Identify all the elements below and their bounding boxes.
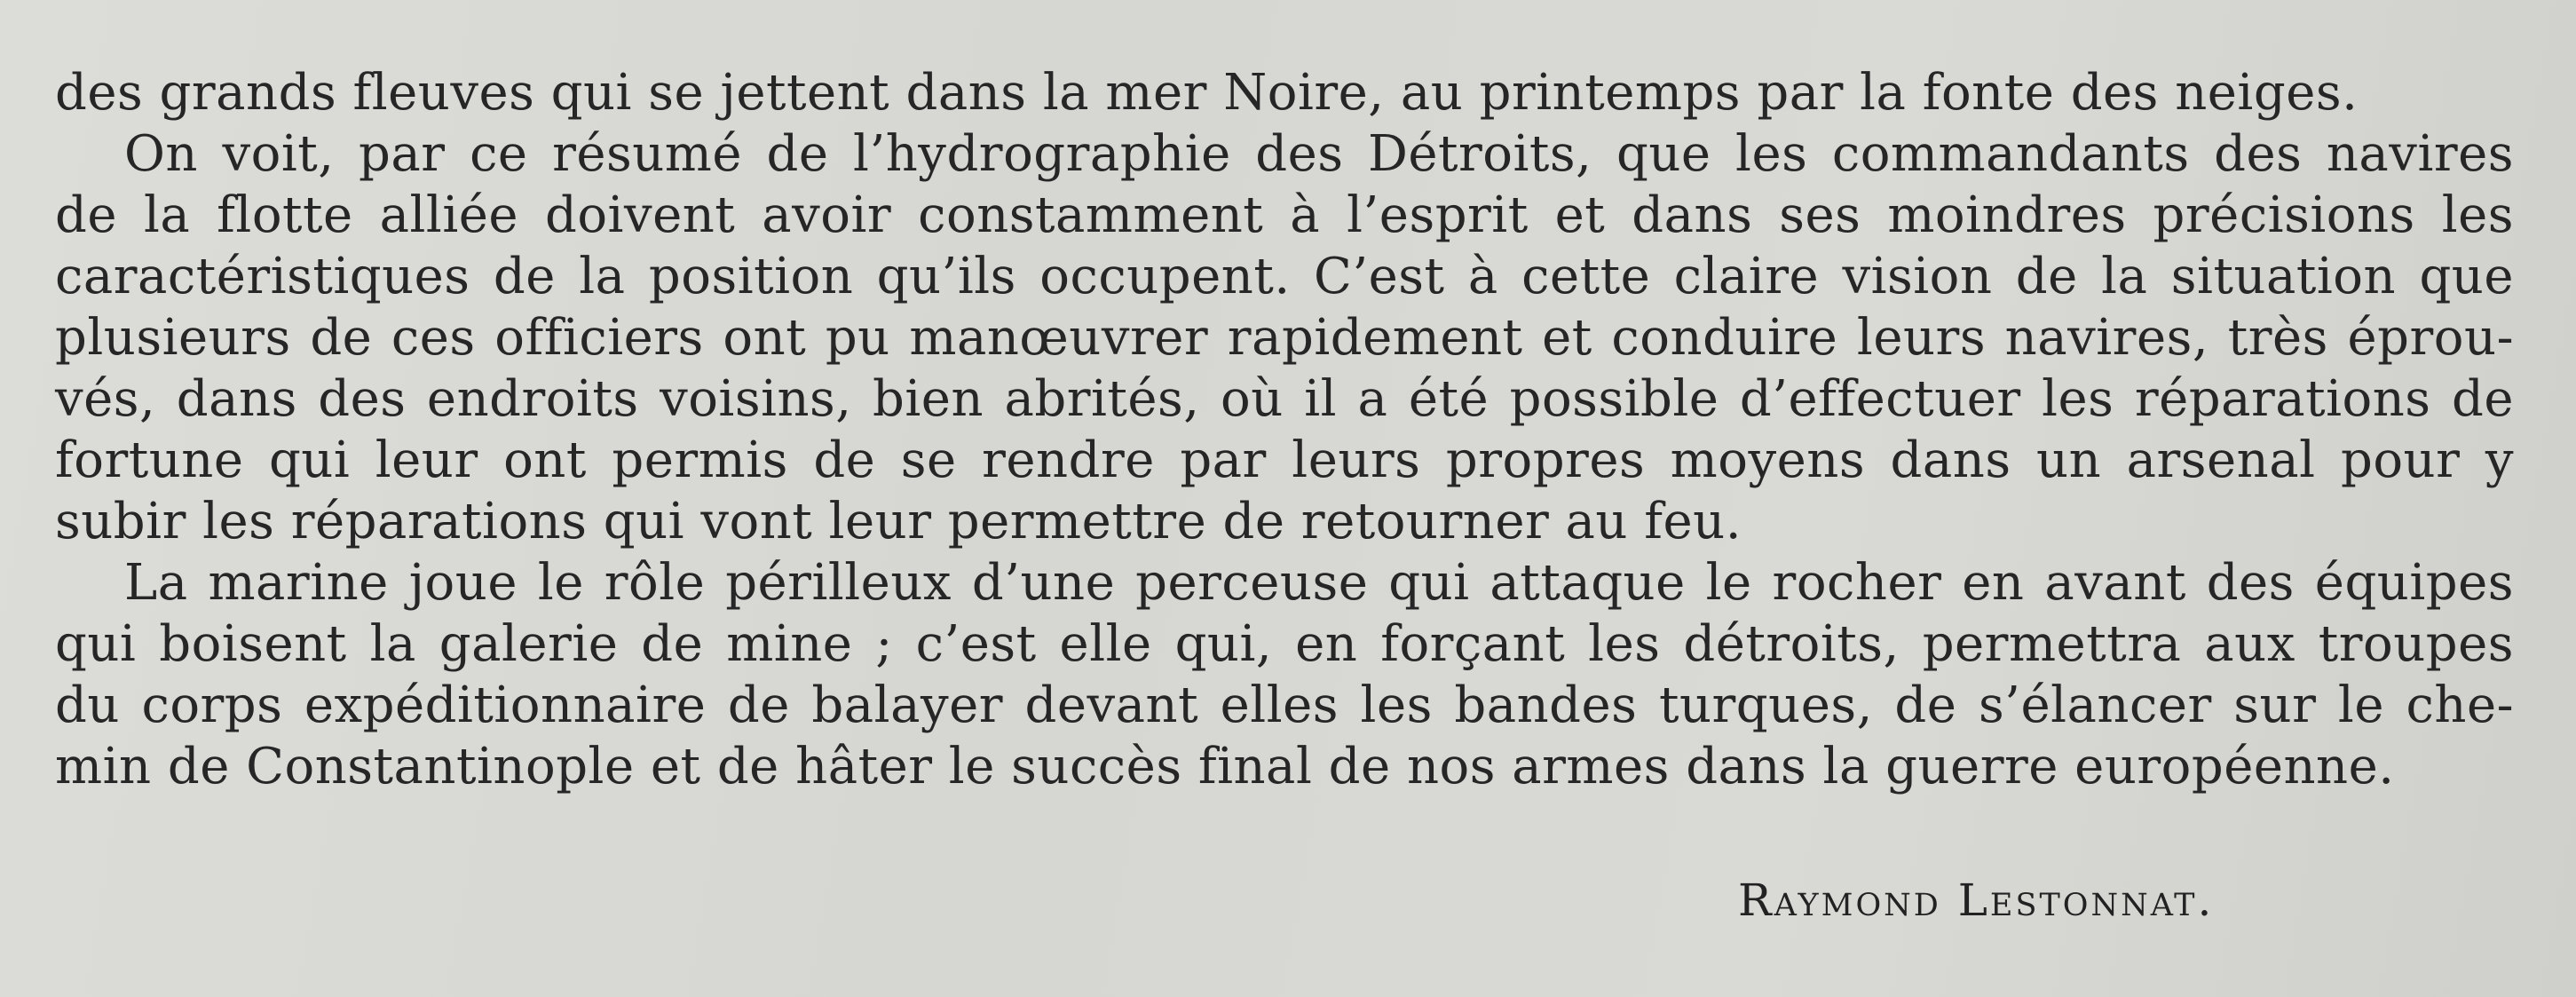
text-line: plusieurs de ces officiers ont pu manœuvrer rapidement et conduire leurs navires, très éprou- <box>55 309 2514 367</box>
text-line: de la flotte alliée doivent avoir constamment à l’esprit et dans ses moindres précisions les <box>55 186 2514 244</box>
text-line: des grands fleuves qui se jettent dans la mer Noire, au printemps par la fonte des neiges. <box>55 64 2359 122</box>
text-line: du corps expéditionnaire de balayer devant elles les bandes turques, de s’élancer sur le che- <box>55 677 2514 734</box>
text-line: subir les réparations qui vont leur permettre de retourner au feu. <box>55 493 1742 550</box>
text-line: caractéristiques de la position qu’ils occupent. C’est à cette claire vision de la situation que <box>55 248 2514 305</box>
text-line: qui boisent la galerie de mine ; c’est elle qui, en forçant les détroits, permettra aux troupes <box>55 615 2514 673</box>
text-line: On voit, par ce résumé de l’hydrographie des Détroits, que les commandants des navires <box>124 125 2514 183</box>
text-line: vés, dans des endroits voisins, bien abrités, où il a été possible d’effectuer les réparations de <box>55 370 2514 428</box>
text-line: fortune qui leur ont permis de se rendre par leurs propres moyens dans un arsenal pour y <box>55 431 2514 489</box>
author-signature: Raymond Lestonnat. <box>1738 874 2215 926</box>
article-body <box>55 62 2514 797</box>
text-line: min de Constantinople et de hâter le succès final de nos armes dans la guerre européenne. <box>55 738 2395 795</box>
text-line: La marine joue le rôle périlleux d’une perceuse qui attaque le rocher en avant des équipes <box>124 554 2514 612</box>
